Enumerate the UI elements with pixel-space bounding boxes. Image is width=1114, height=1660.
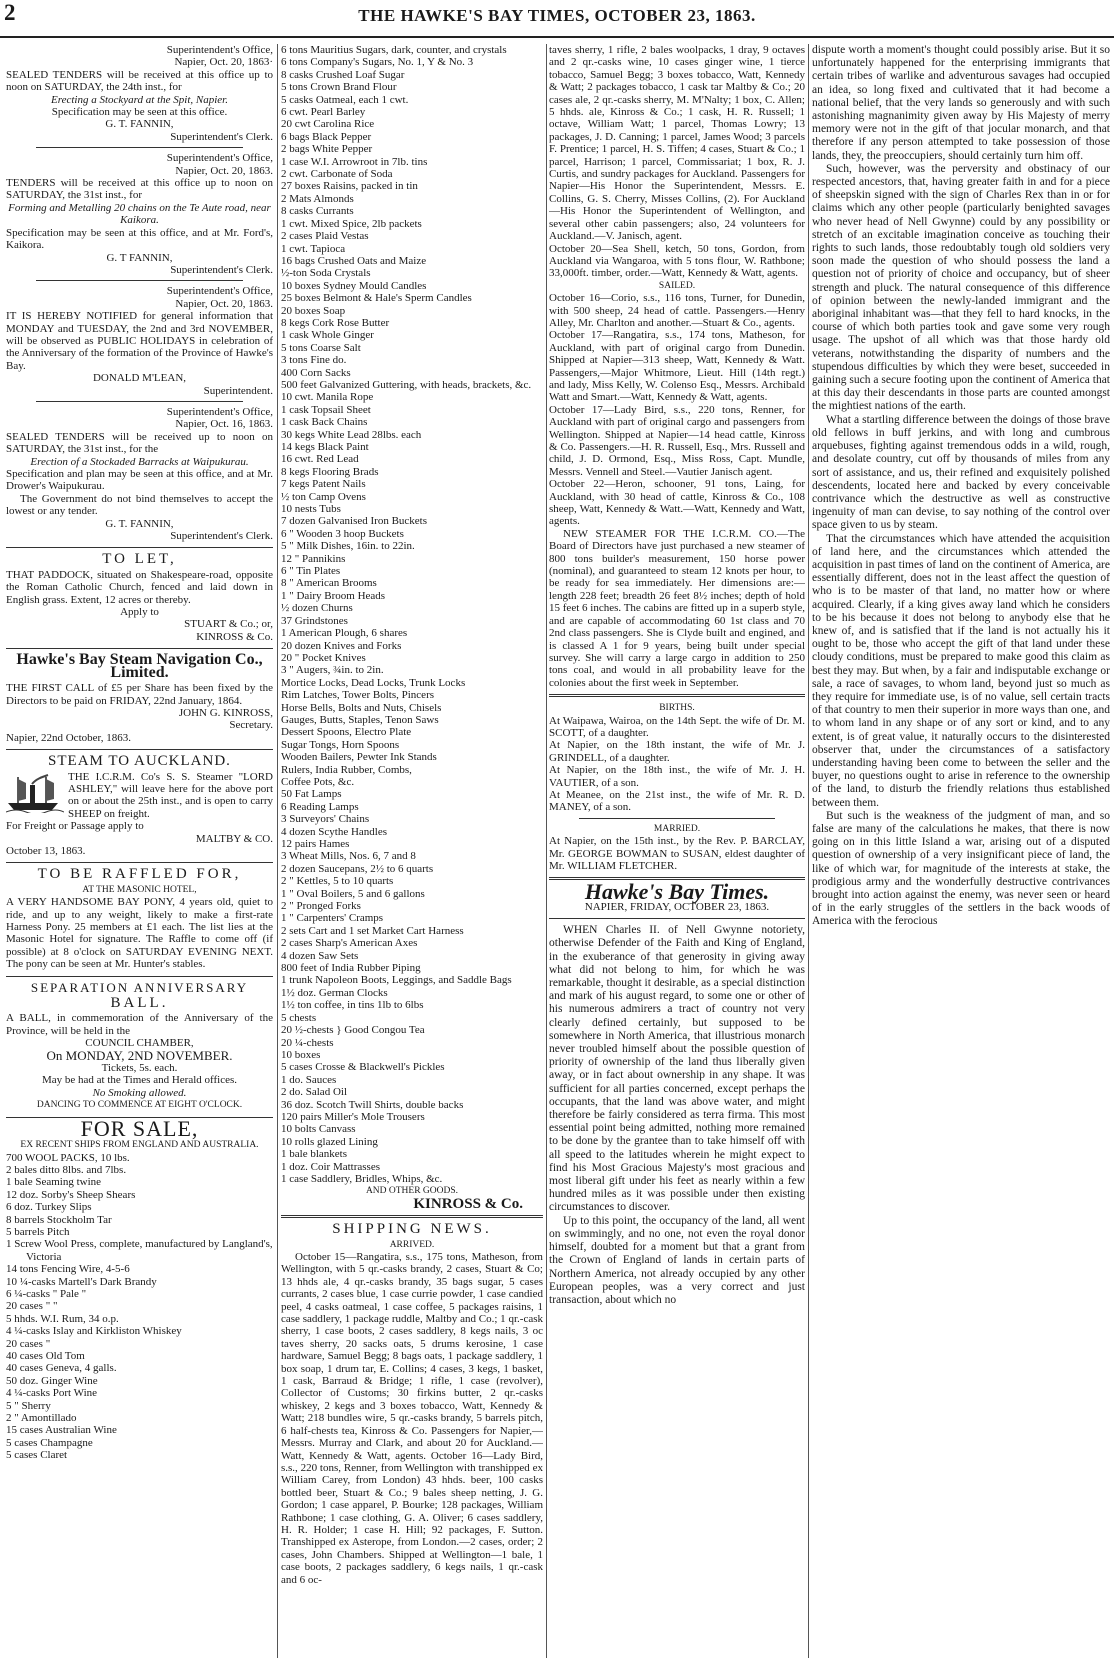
advert-signature: JOHN G. KINROSS, <box>178 706 273 719</box>
sailing-entry: October 17—Lady Bird, s.s., 220 tons, Renner, for Auckland with part of original cargo and passengers from Wellington. Shipped at Napier—14 head cattle, Kinross & Co. Passengers.—H. R. Russell, Esq., Mrs. Russell and child, J. D. Ormond, Esq., Miss Ross, Capt. Mundle, Messrs. Vennell and Steel.—Vautier Janisch agent. <box>549 403 805 478</box>
list-item: 14 tons Fencing Wire, 4-5-6 <box>6 1263 130 1276</box>
list-item: 5 casks Oatmeal, each 1 cwt. <box>281 93 409 106</box>
list-item: 6 " Wooden 3 hoop Buckets <box>281 527 404 540</box>
column-4 <box>812 44 1110 1658</box>
sailing-entry: October 17—Rangatira, s.s., 174 tons, Matheson, for Auckland, with part of original cargo from Dunedin. Shipped at Napier—313 sheep, Watt, Kennedy & Watt. Passengers,—Major Whitmore, Lieut. Hill (14th regt.) and lady, Miss Kelly, W. Colenso Esq., Messrs. Archibald Watt and Smart.—Watt, Kennedy & Watt, agents. <box>549 329 805 404</box>
list-item: 14 kegs Black Paint <box>281 441 369 453</box>
arrivals-text: October 15—Rangatira, s.s., 175 tons, Matheson, from Wellington, with 5 qr.-casks brandy, 2 cases, Stuart & Co; 13 hhds ale, 4 qr.-casks brandy, 35 bags sugar, 5 cases currants, 2 cases blue, 1 case currie powder, 1 case candied peel, 4 casks oatmeal, 1 case coffee, 5 packages raisins, 1 case saddlery, 1 package ruddle, Maltby and Co.; 1 qr.-cask sherry, 1 case boots, 2 cases saddlery, 8 kegs nails, 3 oc taves sherry, 20 sacks oats, 5 drums kerosine, 1 case hardware, Samuel Begg; 8 bags oats, 1 package saddlery, 1 box soap, 1 drum tar, E. Collins; 4 cases, 3 kegs, 1 basket, 1 cask, Barraud & Bridge; 1 rifle, 1 case (revolver), Collector of Customs; 30 firkins butter, 2 qr.-casks whiskey, 2 kegs and 3 boxes tobacco, Watt, Kennedy & Watt; 218 bundles wire, 5 qr.-casks brandy, 5 barrels pitch, 6 half-chests tea, Kinross & Co. Passengers for Napier,—Messrs. Murray and Clark, and about 20 for Auckland.—Watt, Kennedy & Watt, agents. October 16—Lady Bird, s.s., 220 tons, Renner, from Wellington with transhipped ex William Carey, from London) 43 hhds. beer, 100 casks bottled beer, Stuart & Co.; 9 bales sheep netting, J. G. Gordon; 1 case apparel, P. Bourke; 128 packages, William Rathbone; 1 case clothing, G. A. Oliver; 6 cases saddlery, H. R. Holder; 1 case H. Hill; 92 packages, F. Sutton. Transhipped ex Asterope, from London.—2 cases, order; 2 cases, John Chambers. Shipped at Wellington—1 bale, 1 case boots, 2 packages saddlery, 6 kegs nails, 1 qr.-cask and 6 oc- <box>281 1251 543 1586</box>
advert-subheading: EX RECENT SHIPS FROM ENGLAND AND AUSTRALIA. <box>20 1140 259 1151</box>
list-item: 3 Wheat Mills, Nos. 6, 7 and 8 <box>281 850 416 863</box>
birth-notice: At Meanee, on the 21st inst., the wife of Mr. R. D. MANEY, of a son. <box>549 788 805 814</box>
notice-work: Erecting a Stockyard at the Spit, Napier. <box>51 93 228 106</box>
notice-role: Superintendent's Clerk. <box>170 263 273 276</box>
list-item: 2 cases Plaid Vestas <box>281 230 369 243</box>
list-item: Coffee Pots, &c. <box>281 775 355 788</box>
list-item: 6 ¼-casks " Pale " <box>6 1287 87 1300</box>
advert-agent: STUART & Co.; or, <box>184 618 273 631</box>
list-item: 50 Fat Lamps <box>281 788 342 801</box>
advert-freight: For Freight or Passage apply to <box>6 820 144 833</box>
separator <box>549 694 805 697</box>
list-item: ½-ton Soda Crystals <box>281 267 371 280</box>
goods-list <box>281 44 543 1185</box>
list-item: 8 casks Currants <box>281 205 354 218</box>
advert-note: DANCING TO COMMENCE AT EIGHT O'CLOCK. <box>36 1100 243 1111</box>
list-item: 5 cases Claret <box>6 1449 68 1462</box>
advert-for-sale <box>6 1115 273 1462</box>
notice-spec: Specification and plan may be seen at this office, and at Mr. Drower's Waipukurau. <box>6 468 273 493</box>
list-item: 6 tons Company's Sugars, No. 1, Y & No. 3 <box>281 56 474 69</box>
list-item: 1 " Dairy Broom Heads <box>281 589 386 602</box>
sailing-entry: October 16—Corio, s.s., 116 tons, Turner, for Dunedin, with 500 sheep, 24 head of cattle. Passengers.—Henry Alley, Mr. Charlton and another.—Stuart & Co., agents. <box>549 292 805 329</box>
list-item: 3 Surveyors' Chains <box>281 813 370 826</box>
list-item: 5 cases Crosse & Blackwell's Pickles <box>281 1061 445 1074</box>
editorial-dateline: NAPIER, FRIDAY, OCTOBER 23, 1863. <box>584 900 770 913</box>
list-item: 1 Screw Wool Press, complete, manufactured by Langland's, Victoria <box>6 1238 273 1263</box>
list-item: 1 trunk Napoleon Boots, Leggings, and Saddle Bags <box>281 974 512 987</box>
firm-name: KINROSS & Co. <box>413 1195 523 1212</box>
list-item: 10 bolts Canvass <box>281 1123 356 1136</box>
advert-heading: TO BE RAFFLED FOR, <box>37 866 242 883</box>
list-item: 1 cask Topsail Sheet <box>281 403 371 416</box>
list-item: 6 Reading Lamps <box>281 800 359 813</box>
subheading-arrived: ARRIVED. <box>389 1239 435 1250</box>
list-item: 8 casks Crushed Loaf Sugar <box>281 68 405 81</box>
notice-body: TENDERS will be received at this office up to noon on SATURDAY, the 31st inst., for <box>6 177 273 202</box>
newspaper-masthead-title: THE HAWKE'S BAY TIMES, OCTOBER 23, 1863. <box>358 6 756 25</box>
list-item: Dessert Spoons, Electro Plate <box>281 726 412 739</box>
advert-steam-to-auckland <box>6 755 273 857</box>
list-item: Gauges, Butts, Staples, Tenon Saws <box>281 713 439 726</box>
list-item: 37 Grindstones <box>281 614 348 627</box>
list-item: 27 boxes Raisins, packed in tin <box>281 180 418 193</box>
notice-stockyard-tender <box>6 44 273 143</box>
advert-body: THE I.C.R.M. Co's S. S. Steamer "LORD ASHLEY," will leave here for the above port on or about the 25th inst., and is open to carry SHEEP on freight. <box>68 770 273 820</box>
list-item: 10 nests Tubs <box>281 503 341 516</box>
notice-role: Superintendent's Clerk. <box>170 130 273 143</box>
list-item: 1 bale Seaming twine <box>6 1176 102 1189</box>
list-item: 1 cask Whole Ginger <box>281 329 374 342</box>
list-item: 25 boxes Belmont & Hale's Sperm Candles <box>281 292 472 305</box>
list-item: 8 kegs Flooring Brads <box>281 465 379 478</box>
marriage-notice: At Napier, on the 15th inst., by the Rev. P. BARCLAY, Mr. GEORGE BOWMAN to SUSAN, eldest daughter of Mr. WILLIAM FLETCHER. <box>549 835 805 872</box>
list-item: 6 bags Black Pepper <box>281 130 372 143</box>
masthead <box>0 0 1114 44</box>
separator <box>549 918 805 919</box>
separator <box>281 1215 543 1218</box>
and-other-goods: AND OTHER GOODS. <box>365 1186 459 1197</box>
editorial-paragraph: That the circumstances which have attended the acquisition of land here, and the circumstances which attended the acquisition in past times of land on the continent of America, are essentially different, does not in the least affect the question of who is to be master of that land, no matter how or where acquired. Clearly, if a king gives away land which he considers to be his because it does not belong to anybody else that he knew of, and is satisfied that if the land is not actually his it ought to be, those who accept the gift of that land under these cloudy conditions, must be prepared to make good this claim as best they may. But when, by a fair and indisputable exchange or sale, a race of savages, to whom land, beyond just so much as they require for immediate use, is of no value, sell certain tracts of that country to men their superior in more ways than one, and to whom land in any shape or of any sort or kind, and to any extent, is of great value, it naturally occurs to the disinterested observer that, under the circumstances of a satisfactory understanding having been come to between the seller and the buyer, no questions ought to arise in reference to the ownership of the land, to disturb the friendly relations thus established between them. <box>812 532 1110 809</box>
separator <box>579 818 775 819</box>
editorial-paragraph: But such is the weakness of the judgment of man, and so false are many of the calculations he makes, that there is now going on in this little Island a war, arising out of a disputed question of ownership of a very insignificant piece of land, the like of which war, for magnitude of the interests at stake, the prodigious army and the wonderfully destructive contrivances brought into action against the enemy, was never seen or heard of in the early struggles of the settlers in the back woods of America with the ferocious <box>812 809 1110 928</box>
advert-subheading: AT THE MASONIC HOTEL, <box>82 884 197 895</box>
list-item: 6 " Tin Plates <box>281 565 341 578</box>
notice-office: Superintendent's Office, <box>166 285 273 298</box>
list-item: 6 cwt. Pearl Barley <box>281 106 366 119</box>
notice-signature: G. T. FANNIN, <box>105 517 174 530</box>
list-item: 1 bale blankets <box>281 1148 347 1161</box>
list-item: 20 boxes Soap <box>281 304 346 317</box>
subheading-sailed: SAILED. <box>658 280 696 291</box>
notice-place-date: Napier, Oct. 20, 1863. <box>175 297 273 310</box>
separator <box>6 862 273 863</box>
notice-place-date: Napier, Oct. 20, 1863. <box>175 164 273 177</box>
list-item: 30 kegs White Lead 28lbs. each <box>281 428 422 441</box>
list-item: 2 do. Salad Oil <box>281 1086 347 1099</box>
list-item: 16 bags Crushed Oats and Maize <box>281 254 427 267</box>
advert-steam-navigation-co <box>6 651 273 744</box>
list-item: 12 " Pannikins <box>281 552 346 565</box>
list-item: 2 bags White Pepper <box>281 143 373 156</box>
list-item: 1 " Oval Boilers, 5 and 6 gallons <box>281 887 425 900</box>
list-item: 50 doz. Ginger Wine <box>6 1374 98 1387</box>
list-item: 40 cases Geneva, 4 galls. <box>6 1362 117 1375</box>
advert-heading: FOR SALE, <box>80 1115 199 1141</box>
list-item: 10 boxes Sydney Mould Candles <box>281 279 427 292</box>
list-item: 7 kegs Patent Nails <box>281 478 366 491</box>
list-item: 20 ¼-chests <box>281 1036 334 1049</box>
notice-signature: G. T. FANNIN, <box>105 118 174 131</box>
advert-agent: KINROSS & Co. <box>196 630 273 643</box>
notice-spec: Specification may be seen at this office, and at Mr. Ford's, Kaikora. <box>6 226 273 252</box>
list-item: 800 feet of India Rubber Piping <box>281 962 421 975</box>
advert-anniversary-ball <box>6 979 273 1112</box>
advert-date: On MONDAY, 2ND NOVEMBER. <box>46 1047 233 1063</box>
list-item: 2 Mats Almonds <box>281 192 354 205</box>
advert-date: Napier, 22nd October, 1863. <box>6 731 131 744</box>
list-item: 1½ doz. German Clocks <box>281 986 388 999</box>
list-item: 5 tons Crown Brand Flour <box>281 81 397 94</box>
column-divider <box>277 44 278 1658</box>
list-item: ½ ton Camp Ovens <box>281 490 366 503</box>
list-item: 2 " Kettles, 5 to 10 quarts <box>281 875 394 888</box>
advert-heading: TO LET, <box>102 551 177 568</box>
page-number: 2 <box>4 0 16 25</box>
list-item: Mortice Locks, Dead Locks, Trunk Locks <box>281 676 466 689</box>
notice-barracks-tender <box>6 406 273 542</box>
notice-office: Superintendent's Office, <box>166 405 273 418</box>
list-item: 2 cases Sharp's American Axes <box>281 937 418 950</box>
list-item: 6 tons Mauritius Sugars, dark, counter, and crystals <box>281 44 507 56</box>
list-item: 1 " Carpenters' Cramps <box>281 912 384 925</box>
list-item: 5 tons Coarse Salt <box>281 341 361 354</box>
advert-heading: SEPARATION ANNIVERSARY <box>30 979 249 995</box>
notice-signature: DONALD M'LEAN, <box>92 372 187 385</box>
editorial-paper-title: Hawke's Bay Times. <box>584 879 770 905</box>
list-item: 15 cases Australian Wine <box>6 1424 117 1437</box>
notice-body: SEALED TENDERS will be received at this office up to noon on SATURDAY, the 24th inst., for <box>6 68 273 94</box>
list-item: 20 cases " <box>6 1337 51 1350</box>
advert-body: THE FIRST CALL of £5 per Share has been fixed by the Directors to be paid on FRIDAY, 22nd January, 1864. <box>6 682 273 707</box>
advert-agent: MALTBY & CO. <box>195 832 273 845</box>
list-item: 20 ½-chests } Good Congou Tea <box>281 1024 425 1037</box>
list-item: 120 pairs Miller's Mole Trousers <box>281 1110 425 1123</box>
list-item: 5 hhds. W.I. Rum, 34 o.p. <box>6 1312 119 1325</box>
list-item: 2 cwt. Carbonate of Soda <box>281 168 393 181</box>
advert-heading: Hawke's Bay Steam Navigation Co., Limited. <box>16 651 263 681</box>
list-item: 12 doz. Sorby's Sheep Shears <box>6 1188 136 1201</box>
list-item: 36 doz. Scotch Twill Shirts, double backs <box>281 1098 464 1111</box>
notice-body: SEALED TENDERS will be received up to noon on SATURDAY, the 31st inst., for the <box>6 430 273 456</box>
list-item: 10 cwt. Manila Rope <box>281 391 374 404</box>
notice-work: Erection of a Stockaded Barracks at Waipukurau. <box>30 455 249 468</box>
notice-office: Superintendent's Office, <box>166 44 273 56</box>
list-item: 700 WOOL PACKS, 10 lbs. <box>6 1151 130 1164</box>
advert-raffle <box>6 868 273 970</box>
notice-place-date: Napier, Oct. 20, 1863· <box>174 56 273 69</box>
list-item: 40 cases Old Tom <box>6 1350 85 1362</box>
list-item: 20 cwt Carolina Rice <box>281 118 375 131</box>
editorial-paragraph: What a startling difference between the doings of those brave old fellows in buff jerkins, and with long and cumbrous arquebuses, fighting against tremendous odds in a wild, rough, and desolate country, cut off by thousands of miles from any sort of assistance, and us, their refined and exquisitely polished descendents, located here and backed by every conceivable contrivance which the destructive as well as constructive ingenuity of man can devise, to say nothing of the control over space given to us by steam. <box>812 413 1110 532</box>
list-item: 8 kegs Cork Rose Butter <box>281 316 390 329</box>
list-item: 2 dozen Saucepans, 2½ to 6 quarts <box>281 862 434 875</box>
advert-body: THAT PADDOCK, situated on Shakespeare-road, opposite the Roman Catholic Church, fenced and laid down in English grass. Extent, 12 acres or thereby. <box>6 568 273 606</box>
new-steamer-item: NEW STEAMER FOR THE I.C.R.M. CO.—The Board of Directors have just purchased a new steamer of 800 tons builder's measurement, 150 horse power (nominal), and guaranteed to steam 12 knots per hour, to be ready for sea immediately. Her dimensions are:—length 228 feet; breadth 26 feet 8½ inches; depth of hold 15 feet 6 inches. The cabins are fitted up in a superb style, and are capable of accommodating 60 1st class and 70 2nd class passengers. She is Clyde built and engined, and is classed A 1 for 9 years, being built under special survey. She will carry a large cargo in addition to 250 tons coal, and would in all probability leave for the colonies about the first week in September. <box>549 527 805 689</box>
advert-where: May be had at the Times and Herald offices. <box>41 1074 237 1087</box>
separator <box>36 147 243 148</box>
list-item: 400 Corn Sacks <box>281 366 351 379</box>
separator <box>6 749 273 750</box>
advert-tickets: Tickets, 5s. each. <box>101 1062 178 1075</box>
list-item: 8 " American Brooms <box>281 577 377 590</box>
list-item: 2 " Pronged Forks <box>281 900 361 913</box>
list-item: 20 dozen Knives and Forks <box>281 639 402 652</box>
separator <box>6 976 273 977</box>
list-item: Rulers, India Rubber, Combs, <box>281 763 412 776</box>
list-item: Horse Bells, Bolts and Nuts, Chisels <box>281 701 442 714</box>
editorial-paragraph: dispute worth a moment's thought could possibly arise. But it so unfortunately happened for the enterprising immigrants that certain tribes of warlike and adventurous savages had occupied an idea, so long fixed and cultivated that it had become a national belief, that the very lands so generously and with such astonishing magnanimity given away by His Majesty of merry memory were not in the gift of that jocular monarch, and that therefore if any person attempted to take possession of those lands, they, the preoccupiers, should certainly turn him off. <box>812 44 1110 162</box>
list-item: ½ dozen Churns <box>281 602 353 615</box>
column-1 <box>6 44 273 1658</box>
advert-body: A BALL, in commemoration of the Anniversary of the Province, will be held in the <box>6 1012 273 1037</box>
notice-role: Superintendent. <box>203 384 273 397</box>
subheading-married: MARRIED. <box>653 823 701 834</box>
list-item: 2 bales ditto 8lbs. and 7lbs. <box>6 1163 127 1176</box>
list-item: Sugar Tongs, Horn Spoons <box>281 738 400 751</box>
advert-body: A VERY HANDSOME BAY PONY, 4 years old, quiet to ride, and up to any weight, likely to make a first-rate Harness Pony. 25 members at £1 each. The list lies at the Masonic Hotel for signature. The Raffle to come off (if possible) at 8 o'clock on SATURDAY EVENING NEXT. The pony can be seen at Mr. Hunter's stables. <box>6 896 273 971</box>
list-item: 4 dozen Saw Sets <box>281 949 359 962</box>
list-item: 5 " Sherry <box>6 1399 51 1412</box>
list-item: 10 rolls glazed Lining <box>281 1135 378 1148</box>
list-item: Rim Latches, Tower Bolts, Pincers <box>281 689 435 702</box>
birth-notice: At Napier, on the 18th instant, the wife of Mr. J. GRINDELL, of a daughter. <box>549 739 805 764</box>
list-item: 12 pairs Hames <box>281 838 350 850</box>
list-item: 2 sets Cart and 1 set Market Cart Harness <box>281 924 464 937</box>
editorial-paragraph: Up to this point, the occupancy of the land, all went on swimmingly, and no one, not even the royal donor himself, doubted for a moment but that a grant from the Crown of England of lands in certain parts of Northern America, not already occupied by any other European peoples, was a very correct and just transaction, about which no <box>549 1214 805 1306</box>
advert-heading: BALL. <box>110 995 169 1012</box>
list-item: 5 " Milk Dishes, 16in. to 22in. <box>281 540 415 553</box>
section-heading-shipping: SHIPPING NEWS. <box>332 1221 492 1238</box>
notice-place-date: Napier, Oct. 16, 1863. <box>175 418 273 431</box>
notice-signature: G. T FANNIN, <box>106 251 173 264</box>
notice-office: Superintendent's Office, <box>166 152 273 165</box>
notice-work: Forming and Metalling 20 chains on the Te Aute road, near Kaikora. <box>8 201 271 227</box>
steamship-icon <box>6 773 64 813</box>
list-item: 500 feet Galvanized Guttering, with heads, brackets, &c. <box>281 378 532 391</box>
advert-heading: STEAM TO AUCKLAND. <box>48 753 231 770</box>
column-divider <box>546 44 547 1658</box>
advert-date: October 13, 1863. <box>6 844 86 857</box>
sailing-entry: October 22—Heron, schooner, 91 tons, Laing, for Auckland, with 30 head of cattle, Kinross & Co., 108 sheep, Watt, Kennedy & Watt.—Watt, Kennedy and Watt, agents. <box>549 478 805 528</box>
list-item: 1 do. Sauces <box>281 1073 337 1086</box>
advert-venue: COUNCIL CHAMBER, <box>85 1037 194 1050</box>
list-item: 2 " Amontillado <box>6 1412 77 1425</box>
notice-role: Superintendent's Clerk. <box>170 530 273 543</box>
advert-to-let <box>6 553 273 643</box>
birth-notice: At Waipawa, Wairoa, on the 14th Sept. the wife of Dr. M. SCOTT, of a daughter. <box>549 714 805 739</box>
list-item: 5 cases Champagne <box>6 1436 93 1449</box>
list-item: 4 dozen Scythe Handles <box>281 825 387 838</box>
list-item: 10 boxes <box>281 1048 321 1061</box>
column-divider <box>808 44 809 1658</box>
list-item: 20 " Pocket Knives <box>281 651 366 664</box>
notice-body: IT IS HEREBY NOTIFIED for general information that MONDAY and TUESDAY, the 2nd and 3rd NOVEMBER, will be observed as PUBLIC HOLIDAYS in celebration of the Anniversary of the formation of the Province of Hawke's Bay. <box>6 310 273 372</box>
list-item: 1 case W.I. Arrowroot in 7lb. tins <box>281 155 428 168</box>
list-item: 1½ ton coffee, in tins 1lb to 6lbs <box>281 999 424 1012</box>
notice-public-holidays <box>6 285 273 397</box>
masthead-rule <box>0 36 1114 38</box>
list-item: 1 American Plough, 6 shares <box>281 627 408 640</box>
subheading-births: BIRTHS. <box>659 703 695 714</box>
list-item: 5 barrels Pitch <box>6 1225 70 1238</box>
list-item: 1 cwt. Mixed Spice, 2lb packets <box>281 217 422 230</box>
advert-apply: Apply to <box>120 606 159 619</box>
list-item: 1 cask Back Chains <box>281 416 368 429</box>
list-item: 7 dozen Galvanised Iron Buckets <box>281 515 428 528</box>
list-item: 16 cwt. Red Lead <box>281 453 359 466</box>
goods-list <box>6 1152 273 1462</box>
list-item: Wooden Bailers, Pewter Ink Stands <box>281 751 437 764</box>
list-item: 4 ¼-casks Port Wine <box>6 1387 98 1400</box>
list-item: 1 case Saddlery, Bridles, Whips, &c. <box>281 1172 443 1185</box>
birth-notice: At Napier, on the 18th inst., the wife of Mr. J. H. VAUTIER, of a son. <box>549 764 805 789</box>
list-item: 3 tons Fine do. <box>281 354 347 367</box>
advert-role: Secretary. <box>229 719 273 732</box>
separator <box>6 648 273 649</box>
arrivals-continued: taves sherry, 1 rifle, 2 bales woolpacks, 1 dray, 9 octaves and 2 qr.-casks wine, 10 cases ginger wine, 1 tierce tobacco, Samuel Begg; 3 boxes tobacco, Watt, Kennedy & Watt; 2 packages tobacco, 1 cask tar Maltby & Co.; 20 cases ale, 2 qr.-casks sherry, M. M'Nalty; 1 box, C. Allen; 5 hhds. ale, Kinross & Co.; 1 cask, H. R. Russell; 1 octave, William Watt; 1 parcel, Thomas Lowry; 13 packages, J. D. Canning; 1 parcel, James Wood; 3 parcels F. Prentice; 1 parcel, H. S. Tiffen; 4 cases, Stuart & Co.; 1 parcel, Harrison; 1 parcel, Commissariat; 1 box, R. J. Curtis, and sundry packages for Auckland. Passengers for Napier—His Honor the Superintendent, Messrs. E. Collins, G. S. Cherry, Misses Collins, (2). For Auckland—His Honor the Superintendent of Wellington, and several other cabin passengers; also, 24 volunteers for Auckland.—V. Janisch, agent. <box>549 44 805 243</box>
list-item: 3 " Augers, ¾in. to 2in. <box>281 664 384 677</box>
list-item: 8 barrels Stockholm Tar <box>6 1213 112 1226</box>
notice-note: The Government do not bind themselves to accept the lowest or any tender. <box>6 492 273 518</box>
list-item: 1 doz. Coir Mattrasses <box>281 1160 380 1173</box>
list-item: 5 chests <box>281 1011 317 1024</box>
list-item: 1 cwt. Tapioca <box>281 242 346 255</box>
editorial-paragraph: WHEN Charles II. of Nell Gwynne notoriety, otherwise Defender of the Faith and King of England, in the exuberance of that generosity in giving away what did not belong to him, for which he was remarkable, thought it desirable, as a special distinction and mark of his august regard, to some one or other of his numerous admirers a tract of country not very clearly defined certainly, but supposed to be somewhere in North America, that illustrious monarch never troubled himself about the possible question of priority of ownership of the land thus liberally given away, or in fact about ownership in any shape. It was sufficient for all parties concerned, except perhaps the occupants, that the land was above water, and might therefore be fairly considered as terra firma. This most essential point being admitted, nothing more remained to be done by the grantee than to take himself off with all speed to the latitudes wherein he might expect to find his Most Gracious Majesty's most gracious and most liberal gift under his feet as nearly within a few hundred miles as it was possible under then existing circumstances to discover. <box>549 924 805 1214</box>
notice-spec: Specification may be seen at this office. <box>51 106 228 119</box>
editorial-paragraph: Such, however, was the perversity and obstinacy of our respected ancestors, that, having greater faith in and for a piece of sheepskin signed with the sign of Charles Rex than in or for claims which any other people (particularly benighted savages who never head of Nell Gwynne) could by any possibility or stretch of an excitable imagination conceive as touching their rights to such lands, those redoubtably tough old soldiers very soon made the question of who should possess the land a question not of priority of choice and occupancy, but of sheer strength and pluck. The natural consequence of this difference of opinion between the newly-landed immigrant and the aboriginal inhabitant was—that they fell to hard knocks, in the course of which both parties took and gave some very rough usage. The upshot of all which was that those hardy old veterans, notwithstanding the disparity of numbers and the stupendous difficulties by which they were beset, succeeded in gaining such a secure footing upon the continent of America that at this day their descendants in those parts are counted amongst the mightiest nations of the earth. <box>812 162 1110 413</box>
advert-note: No Smoking allowed. <box>92 1086 187 1099</box>
notice-road-tender <box>6 152 273 276</box>
list-item: 10 ¼-casks Martell's Dark Brandy <box>6 1275 157 1288</box>
column-3 <box>549 44 805 1658</box>
arrival-entry: October 20—Sea Shell, ketch, 50 tons, Gordon, from Auckland via Wangaroa, with 5 tons flour, W. Rathbone; 33,000ft. timber, order.—Watt, Kennedy & Watt, agents. <box>549 242 805 280</box>
separator <box>36 280 243 281</box>
list-item: 6 doz. Turkey Slips <box>6 1201 92 1214</box>
list-item: 4 ¼-casks Islay and Kirkliston Whiskey <box>6 1325 182 1338</box>
list-item: 20 cases " " <box>6 1300 58 1313</box>
separator <box>6 547 273 548</box>
separator <box>36 401 243 402</box>
column-2 <box>281 44 543 1658</box>
